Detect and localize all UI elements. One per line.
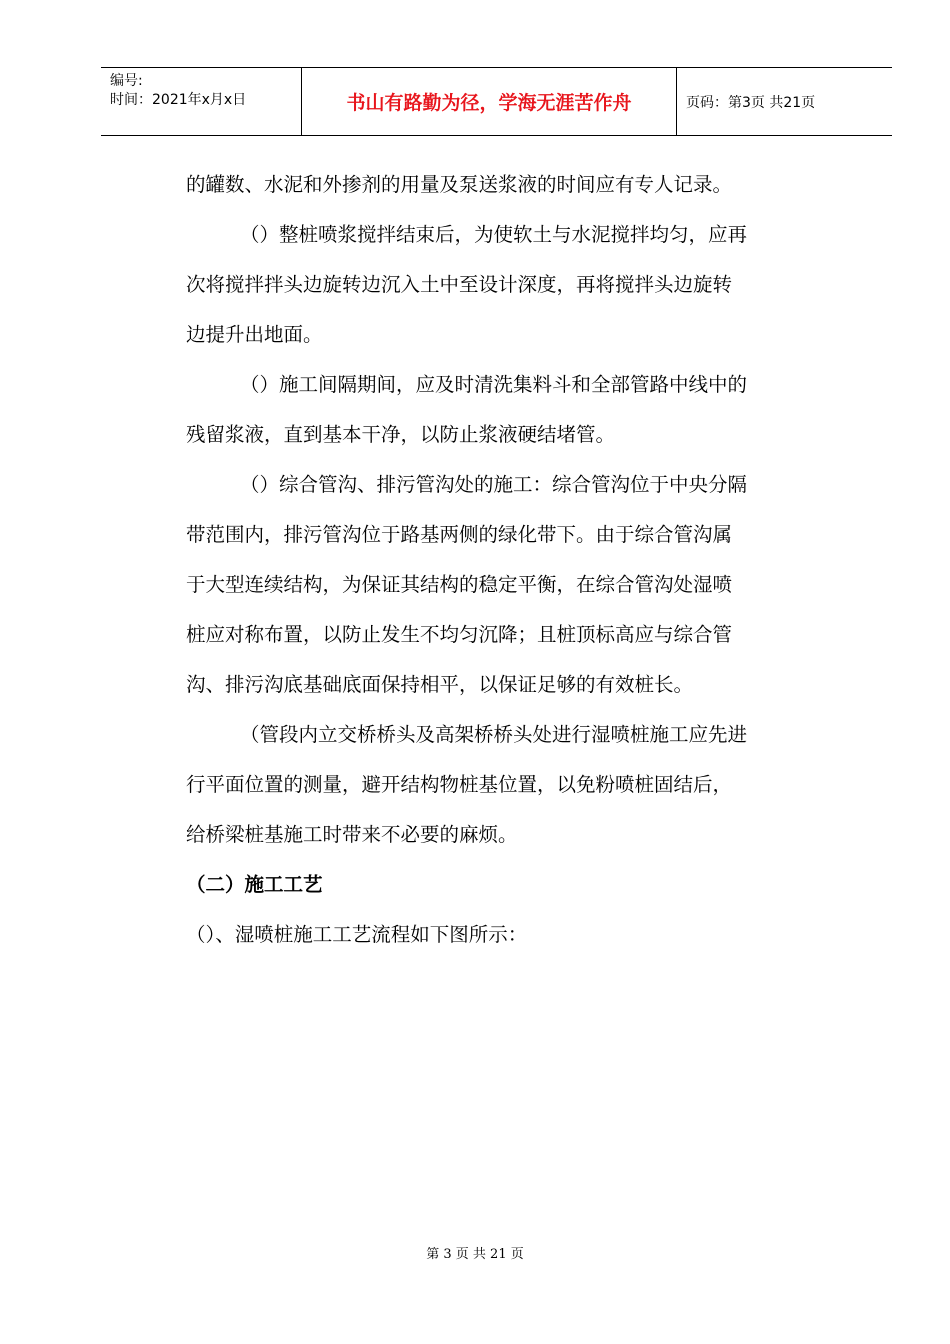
header-motto-cell [302,68,677,135]
body-line: 给桥梁桩基施工时带来不必要的麻烦。 [186,823,518,846]
body-line: 桩应对称布置，以防止发生不均匀沉降；且桩顶标高应与综合管 [186,623,733,646]
header-page-cell [677,68,892,135]
document-body [186,160,826,960]
document-header [101,67,892,136]
body-line: 边提升出地面。 [186,323,323,346]
serial-label: 编号: [110,73,143,89]
header-info-cell [101,68,302,135]
body-line: 带范围内，排污管沟位于路基两侧的绿化带下。由于综合管沟属 [186,523,733,546]
body-line: 行平面位置的测量，避开结构物桩基位置，以免粉喷桩固结后， [186,773,733,796]
section-heading: （二）施工工艺 [186,873,323,896]
body-line: 于大型连续结构，为保证其结构的稳定平衡，在综合管沟处湿喷 [186,573,733,596]
body-line: （）、湿喷桩施工工艺流程如下图所示： [186,923,528,946]
page-footer: 第 3 页 共 21 页 [426,1247,524,1262]
time-label: 时间：2021年x月x日 [110,92,247,108]
body-line: 残留浆液，直到基本干净，以防止浆液硬结堵管。 [186,423,616,446]
body-line: （）施工间隔期间，应及时清洗集料斗和全部管路中线中的 [240,373,748,396]
header-motto: 书山有路勤为径，学海无涯苦作舟 [346,92,632,114]
header-page-label: 页码：第3页 共21页 [686,95,816,111]
body-line: （）综合管沟、排污管沟处的施工：综合管沟位于中央分隔 [240,473,748,496]
body-line: 次将搅拌拌头边旋转边沉入土中至设计深度，再将搅拌头边旋转 [186,273,733,296]
body-line: （）整桩喷浆搅拌结束后，为使软土与水泥搅拌均匀，应再 [240,223,748,246]
body-line: 沟、排污沟底基础底面保持相平，以保证足够的有效桩长。 [186,673,694,696]
body-line: 的罐数、水泥和外掺剂的用量及泵送浆液的时间应有专人记录。 [186,173,733,196]
body-line: （管段内立交桥桥头及高架桥桥头处进行湿喷桩施工应先进 [240,723,748,746]
